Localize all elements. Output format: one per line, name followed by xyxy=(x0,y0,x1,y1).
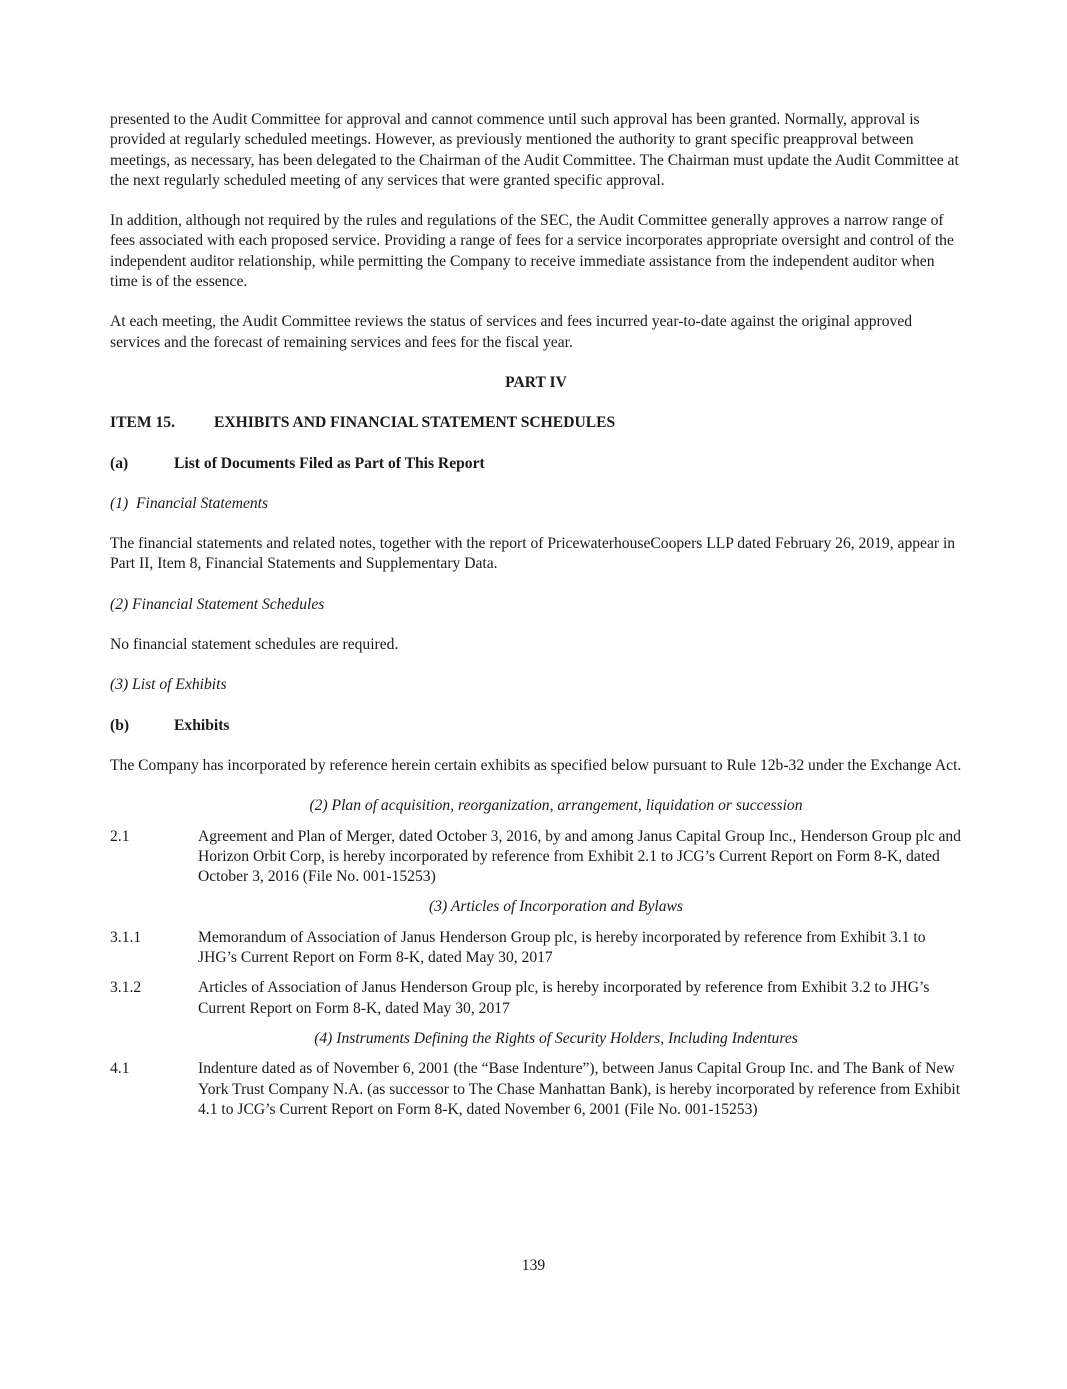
exhibit-row-3-1-1 xyxy=(110,928,962,969)
exhibit-category-4: (4) Instruments Defining the Rights of Security Holders, Including Indentures xyxy=(314,1029,798,1047)
list-of-exhibits-heading: (3) List of Exhibits xyxy=(110,676,227,694)
exhibit-number: 2.1 xyxy=(110,827,130,845)
exhibit-description: Memorandum of Association of Janus Henderson Group plc, is hereby incorporated by reference from Exhibit 3.1 to JHG’s Current Report on Form 8-K, dated May 30, 2017 xyxy=(198,928,926,967)
financial-schedules-heading: (2) Financial Statement Schedules xyxy=(110,595,325,613)
exhibit-row-2-1 xyxy=(110,827,962,888)
exhibit-number: 3.1.1 xyxy=(110,928,142,946)
exhibit-number: 4.1 xyxy=(110,1060,130,1078)
exhibit-number: 3.1.2 xyxy=(110,979,142,997)
item-number: ITEM 15. xyxy=(110,414,175,432)
section-a-title: List of Documents Filed as Part of This Report xyxy=(174,454,485,472)
section-b-title: Exhibits xyxy=(174,716,230,734)
page-number: 139 xyxy=(521,1257,546,1274)
item-heading xyxy=(110,413,962,433)
financial-statements-text: The financial statements and related notes, together with the report of PricewaterhouseCoopers LLP dated February 26, 2019, appear in Part II, Item 8, Financial Statements and Supplementary Data. xyxy=(110,535,956,573)
item-title: EXHIBITS AND FINANCIAL STATEMENT SCHEDULES xyxy=(214,414,616,432)
section-a-heading xyxy=(110,454,962,474)
exhibit-row-4-1 xyxy=(110,1059,962,1120)
section-b-heading xyxy=(110,716,962,736)
exhibit-category-3: (3) Articles of Incorporation and Bylaws xyxy=(429,898,683,916)
exhibit-description: Agreement and Plan of Merger, dated October 3, 2016, by and among Janus Capital Group Inc., Henderson Group plc and Horizon Orbit Corp, is hereby incorporated by reference from Exhibit 2.1 to JCG’s Current Report on Form 8-K, dated October 3, 2016 (File No. 001-15253) xyxy=(198,827,961,886)
exhibit-description: Articles of Association of Janus Henderson Group plc, is hereby incorporated by reference from Exhibit 3.2 to JHG’s Current Report on Form 8-K, dated May 30, 2017 xyxy=(198,979,930,1017)
paragraph-fee-range: In addition, although not required by the rules and regulations of the SEC, the Audit Committee generally approves a narrow range of fees associated with each proposed service. Providing a range of fees for a service incorporates appropriate oversight and control of the independent auditor relationship, while permitting the Company to receive immediate assistance from the independent auditor when time is of the essence. xyxy=(110,212,954,291)
financial-statements-heading: (1) Financial Statements xyxy=(110,494,269,512)
exhibit-category-2: (2) Plan of acquisition, reorganization, arrangement, liquidation or succession xyxy=(309,797,803,815)
paragraph-meeting-review: At each meeting, the Audit Committee reviews the status of services and fees incurred year-to-date against the original approved services and the forecast of remaining services and fees for the fiscal year. xyxy=(110,313,913,351)
exhibits-intro: The Company has incorporated by reference herein certain exhibits as specified below pursuant to Rule 12b-32 under the Exchange Act. xyxy=(110,756,962,774)
section-a-letter: (a) xyxy=(110,454,129,472)
exhibit-row-3-1-2 xyxy=(110,978,962,1019)
exhibit-description: Indenture dated as of November 6, 2001 (the “Base Indenture”), between Janus Capital Group Inc. and The Bank of New York Trust Company N.A. (as successor to The Chase Manhattan Bank), is hereby incorporated by reference from Exhibit 4.1 to JCG’s Current Report on Form 8-K, dated November 6, 2001 (File No. 001-15253) xyxy=(198,1060,961,1118)
part-heading: PART IV xyxy=(505,373,567,391)
financial-schedules-text: No financial statement schedules are required. xyxy=(110,636,399,654)
paragraph-approval: presented to the Audit Committee for approval and cannot commence until such approval has been granted. Normally, approval is provided at regularly scheduled meetings. However, as previously mentioned the authority to grant specific preapproval between meetings, as necessary, has been delegated to the Chairman of the Audit Committee. The Chairman must update the Audit Committee at the next regularly scheduled meeting of any services that were granted specific approval. xyxy=(110,111,959,189)
section-b-letter: (b) xyxy=(110,716,130,734)
document-page xyxy=(110,110,962,1130)
